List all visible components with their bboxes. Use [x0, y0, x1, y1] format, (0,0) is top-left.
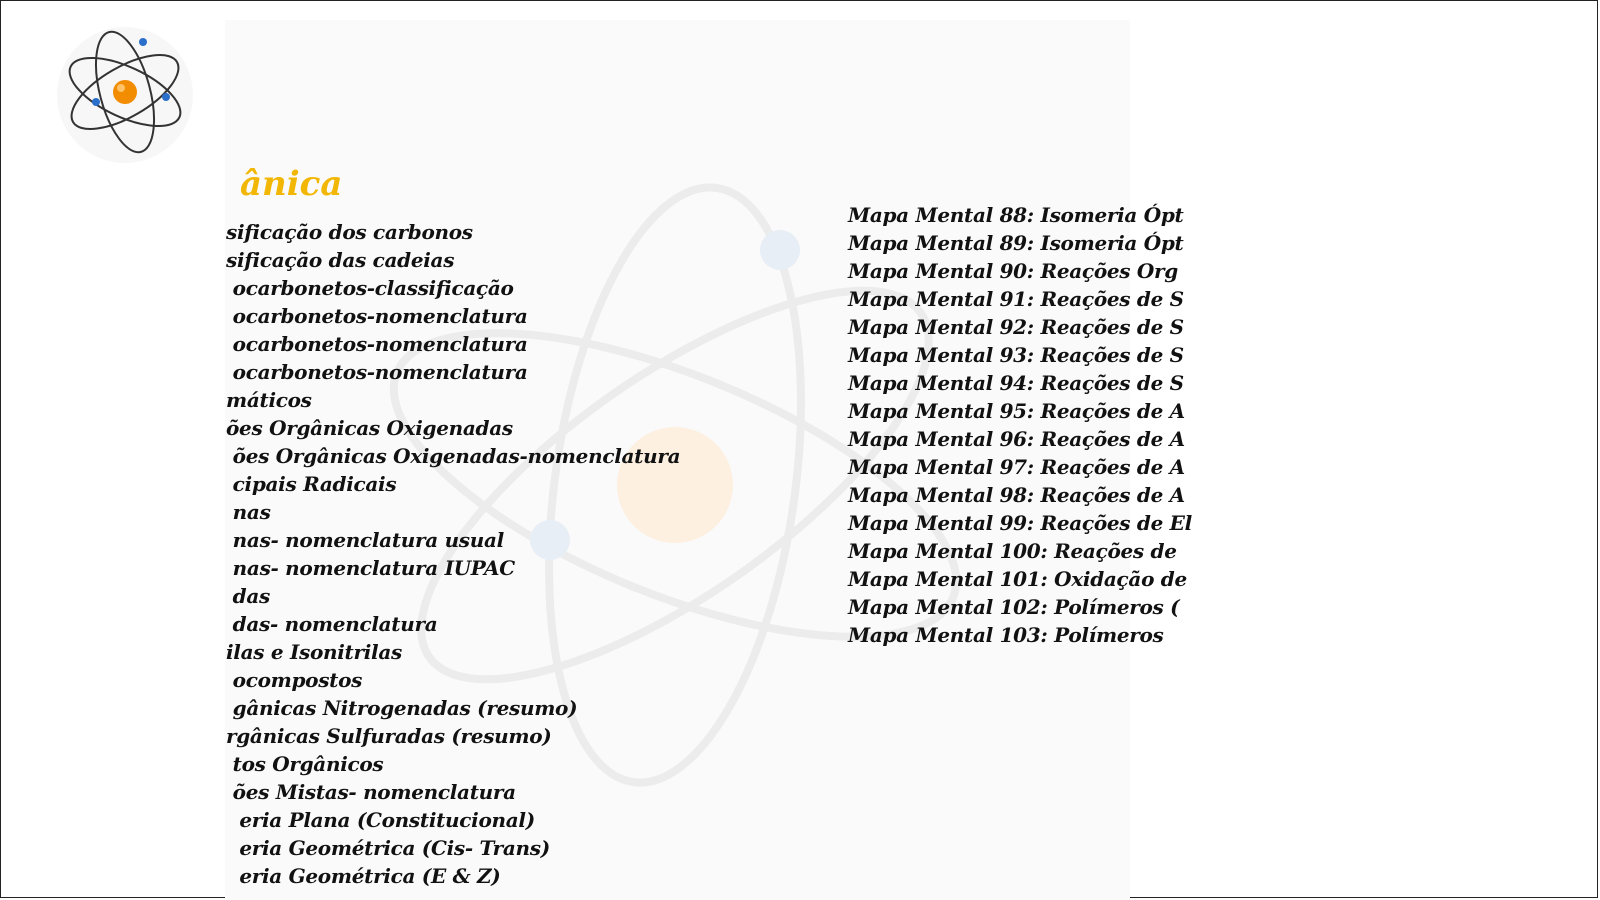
list-item[interactable]: Mapa Mental 99: Reações de El — [848, 511, 1192, 535]
list-item[interactable]: das — [226, 584, 270, 608]
list-item[interactable]: sificação das cadeias — [226, 248, 455, 272]
list-item[interactable]: Mapa Mental 97: Reações de A — [848, 455, 1185, 479]
atom-icon — [30, 20, 210, 170]
list-item[interactable]: Mapa Mental 102: Polímeros ( — [848, 595, 1180, 619]
list-item[interactable]: ões Orgânicas Oxigenadas-nomenclatura — [226, 444, 681, 468]
list-item[interactable]: ocarbonetos-nomenclatura — [226, 304, 528, 328]
list-item[interactable]: Mapa Mental 90: Reações Org — [848, 259, 1178, 283]
topic-list-right — [848, 201, 1192, 649]
list-item[interactable]: gânicas Nitrogenadas (resumo) — [226, 696, 578, 720]
list-item[interactable]: Mapa Mental 89: Isomeria Ópt — [848, 231, 1184, 255]
list-item[interactable]: nas- nomenclatura IUPAC — [226, 556, 515, 580]
list-item[interactable]: eria Plana (Constitucional) — [226, 808, 535, 832]
list-item[interactable]: nas- nomenclatura usual — [226, 528, 504, 552]
list-item[interactable]: nas — [226, 500, 271, 524]
page-title: ânica — [240, 164, 343, 204]
list-item[interactable]: Mapa Mental 100: Reações de — [848, 539, 1177, 563]
list-item[interactable]: Mapa Mental 96: Reações de A — [848, 427, 1185, 451]
nucleus — [113, 80, 137, 104]
list-item[interactable]: máticos — [226, 388, 312, 412]
list-item[interactable]: Mapa Mental 91: Reações de S — [848, 287, 1184, 311]
list-item[interactable]: Mapa Mental 98: Reações de A — [848, 483, 1185, 507]
list-item[interactable]: tos Orgânicos — [226, 752, 384, 776]
list-item[interactable]: ões Mistas- nomenclatura — [226, 780, 516, 804]
list-item[interactable]: ocompostos — [226, 668, 363, 692]
list-item[interactable]: Mapa Mental 95: Reações de A — [848, 399, 1185, 423]
list-item[interactable]: eria Geométrica (Cis- Trans) — [226, 836, 550, 860]
topic-list-left — [226, 218, 680, 890]
list-item[interactable]: Mapa Mental 88: Isomeria Ópt — [848, 203, 1184, 227]
list-item[interactable]: Mapa Mental 93: Reações de S — [848, 343, 1184, 367]
list-item[interactable]: Mapa Mental 92: Reações de S — [848, 315, 1184, 339]
list-item[interactable]: Mapa Mental 103: Polímeros — [848, 623, 1164, 647]
list-item[interactable]: ões Orgânicas Oxigenadas — [226, 416, 513, 440]
list-item[interactable]: ocarbonetos-nomenclatura — [226, 360, 528, 384]
list-item[interactable]: ocarbonetos-classificação — [226, 276, 514, 300]
list-item[interactable]: ocarbonetos-nomenclatura — [226, 332, 528, 356]
list-item[interactable]: ilas e Isonitrilas — [226, 640, 402, 664]
list-item[interactable]: das- nomenclatura — [226, 612, 438, 636]
list-item[interactable]: sificação dos carbonos — [226, 220, 473, 244]
list-item[interactable]: Mapa Mental 94: Reações de S — [848, 371, 1184, 395]
list-item[interactable]: Mapa Mental 101: Oxidação de — [848, 567, 1187, 591]
list-item[interactable]: rgânicas Sulfuradas (resumo) — [226, 724, 552, 748]
list-item[interactable]: eria Geométrica (E & Z) — [226, 864, 501, 888]
list-item[interactable]: cipais Radicais — [226, 472, 397, 496]
